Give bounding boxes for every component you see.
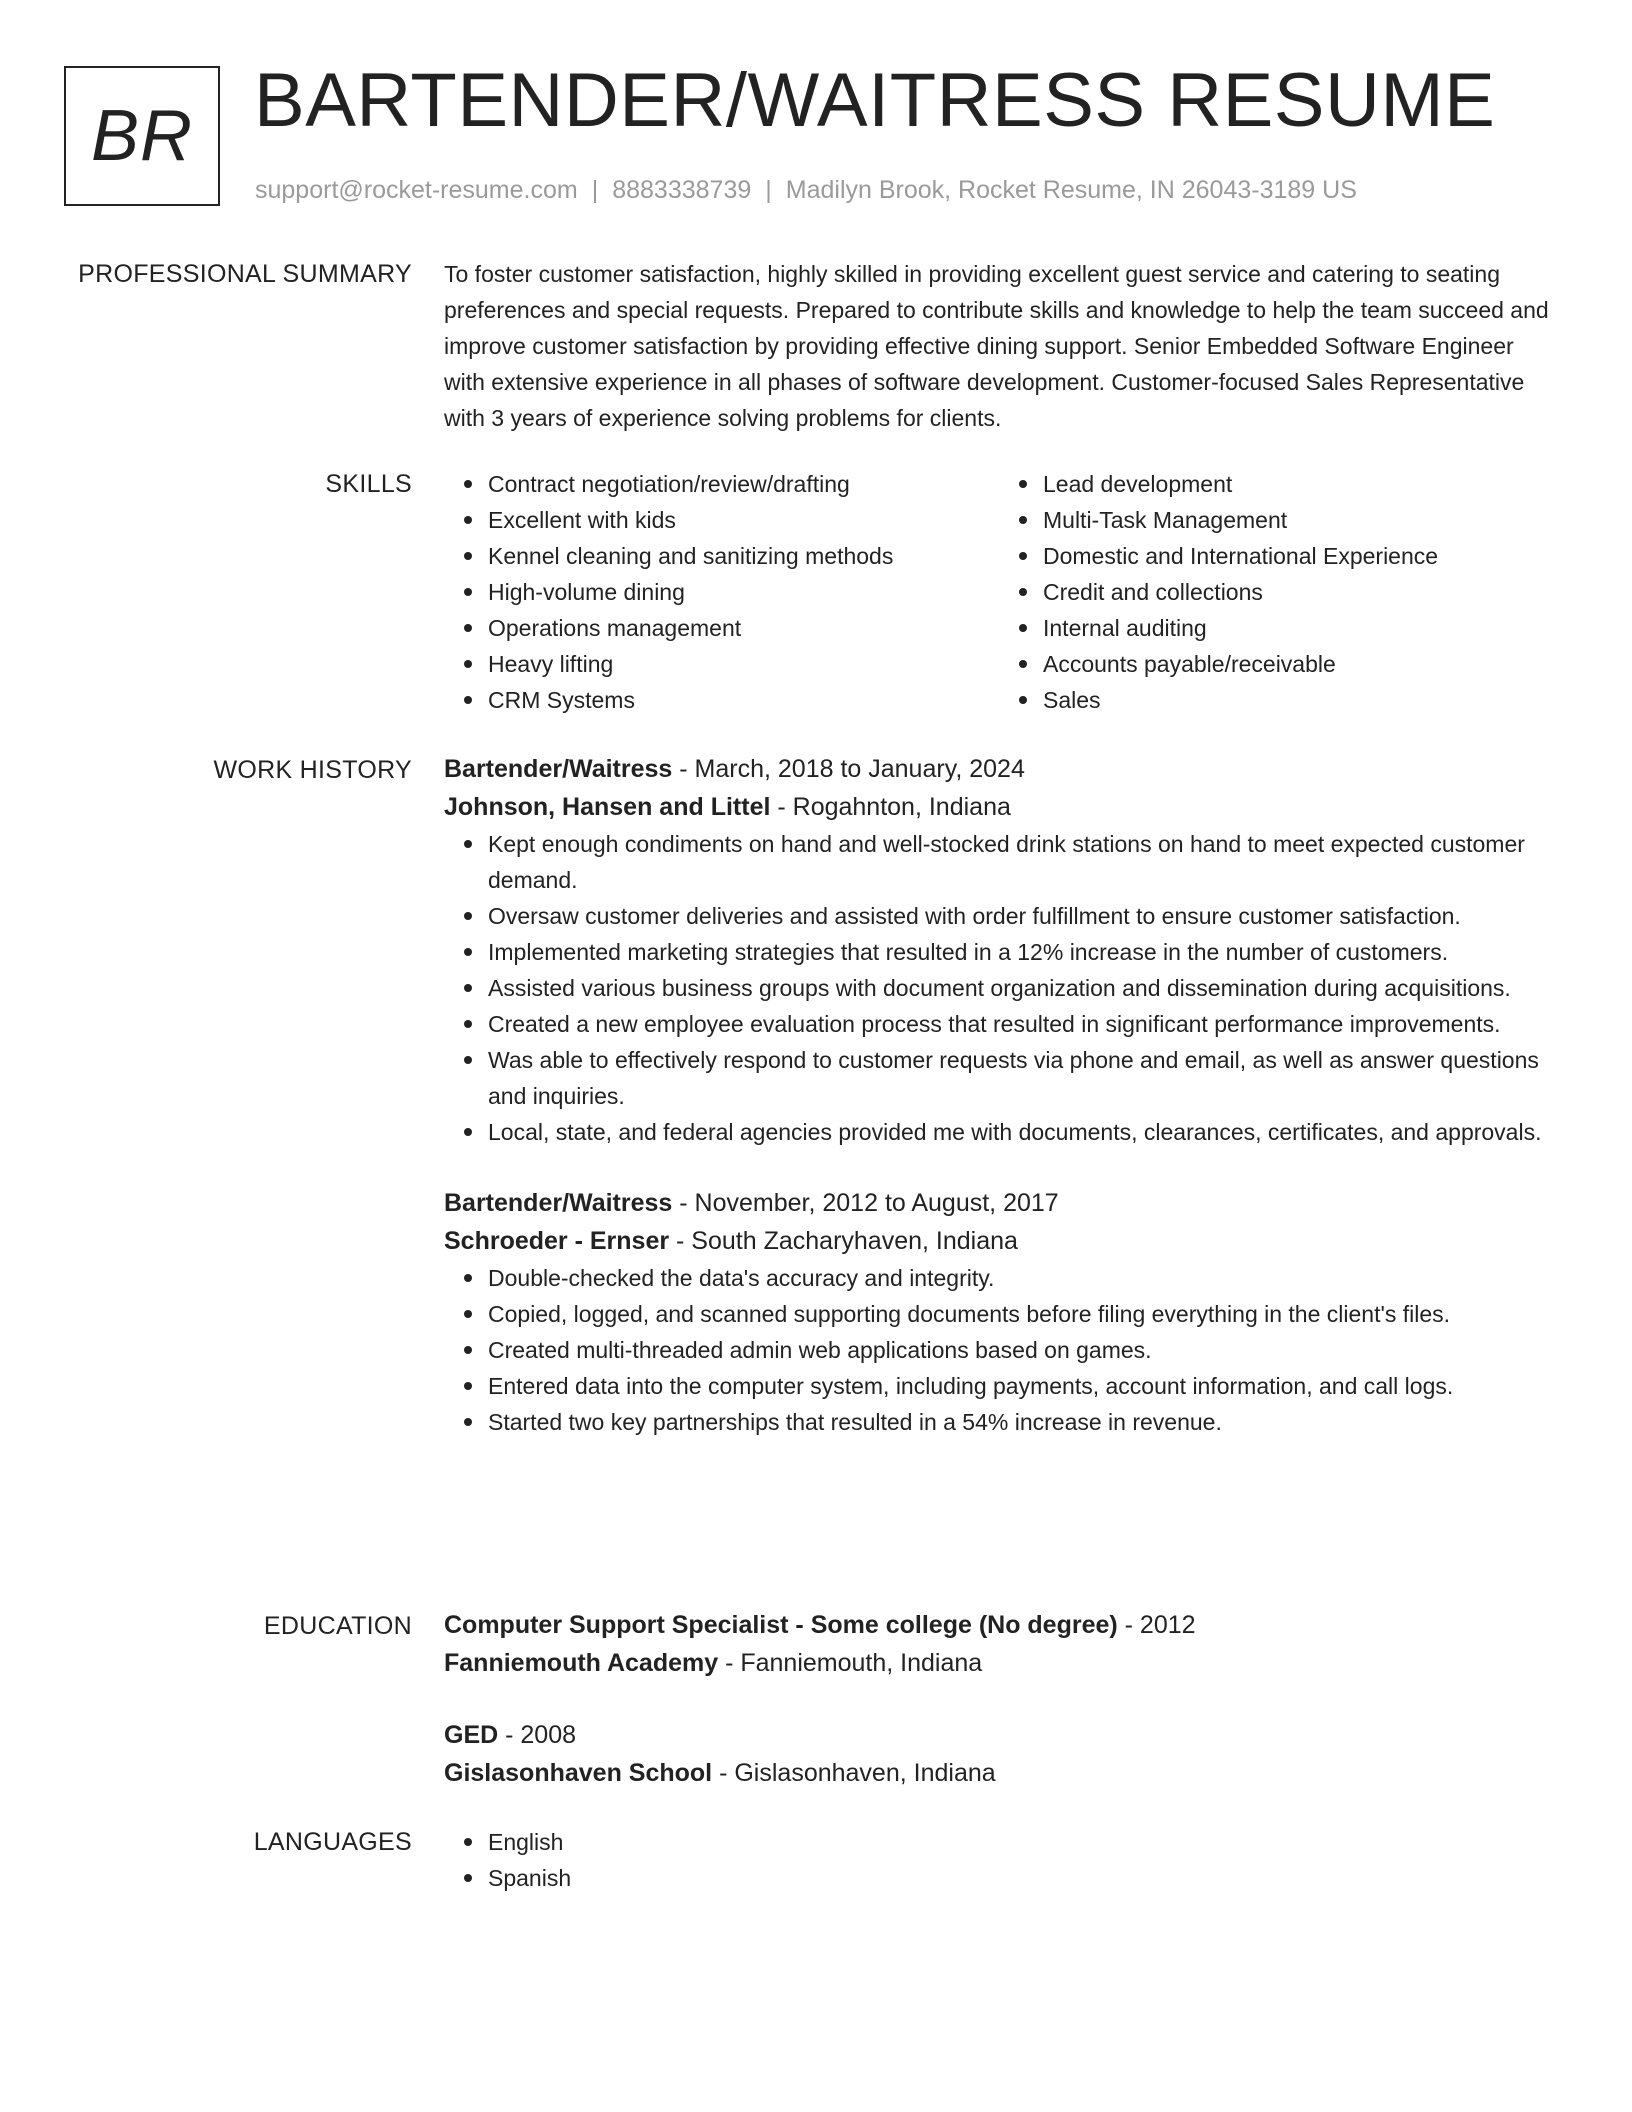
job-location: - Rogahnton, Indiana: [770, 793, 1011, 821]
job-title: Bartender/Waitress: [444, 755, 673, 783]
education-year: - 2012: [1117, 1611, 1196, 1639]
languages-list: [444, 1824, 1554, 1896]
education-location: - Gislasonhaven, Indiana: [712, 1759, 996, 1787]
job-bullet: Assisted various business groups with document organization and dissemination during acquisitions.: [488, 970, 1554, 1006]
job-location: - South Zacharyhaven, Indiana: [669, 1227, 1018, 1255]
languages-content: [444, 1824, 1554, 1896]
job-bullet-list: [444, 826, 1554, 1150]
education-school: Gislasonhaven School: [444, 1759, 713, 1787]
summary-text: To foster customer satisfaction, highly skilled in providing excellent guest service and catering to seating preferences and special requests. Prepared to contribute skills and knowledge to help the team succeed and improve customer satisfaction by providing effective dining support. Senior Embedded Software Engineer with extensive experience in all phases of software development. Customer-focused Sales Representative with 3 years of experience solving problems for clients.: [444, 261, 1549, 431]
skill-item: Internal auditing: [1043, 610, 1554, 646]
job-bullet: Entered data into the computer system, including payments, account information, and call logs.: [488, 1368, 1554, 1404]
job-bullet: Kept enough condiments on hand and well-stocked drink stations on hand to meet expected customer demand.: [488, 826, 1554, 898]
contact-address: Madilyn Brook, Rocket Resume, IN 26043-3189 US: [785, 176, 1357, 204]
skill-item: Multi-Task Management: [1043, 502, 1554, 538]
education-entry: [444, 1716, 1554, 1792]
contact-email: support@rocket-resume.com: [255, 176, 578, 204]
education-degree: GED: [444, 1721, 499, 1749]
job-bullet: Was able to effectively respond to customer requests via phone and email, as well as answer questions and inquiries.: [488, 1042, 1554, 1114]
contact-separator: |: [765, 176, 772, 204]
section-label-work: WORK HISTORY: [213, 756, 412, 784]
job-bullet: Created multi-threaded admin web applications based on games.: [488, 1332, 1554, 1368]
job-company: Schroeder - Ernser: [444, 1227, 670, 1255]
job-bullet: Double-checked the data's accuracy and integrity.: [488, 1260, 1554, 1296]
skill-item: Domestic and International Experience: [1043, 538, 1554, 574]
education-school-line: [444, 1754, 1554, 1792]
page-title: BARTENDER/WAITRESS RESUME: [254, 58, 1496, 143]
contact-separator: |: [591, 176, 599, 204]
education-degree-line: [444, 1606, 1554, 1644]
contact-phone: 8883338739: [612, 176, 752, 204]
skill-item: Excellent with kids: [488, 502, 999, 538]
language-item: Spanish: [488, 1860, 1554, 1896]
skills-list-right: [999, 466, 1554, 718]
skill-item: Lead development: [1043, 466, 1554, 502]
language-item: English: [488, 1824, 1554, 1860]
skill-item: High-volume dining: [488, 574, 999, 610]
section-label-skills: SKILLS: [325, 470, 412, 498]
skill-item: Sales: [1043, 682, 1554, 718]
job-bullet: Implemented marketing strategies that resulted in a 12% increase in the number of customers.: [488, 934, 1554, 970]
job-bullet: Local, state, and federal agencies provided me with documents, clearances, certificates, and approvals.: [488, 1114, 1554, 1150]
job-dates: - March, 2018 to January, 2024: [672, 755, 1025, 783]
monogram-logo: BR: [64, 66, 220, 206]
education-school-line: [444, 1644, 1554, 1682]
job-entry: [444, 1184, 1554, 1440]
job-title: Bartender/Waitress: [444, 1189, 673, 1217]
job-title-line: [444, 1184, 1554, 1222]
education-year: - 2008: [498, 1721, 577, 1749]
education-degree: Computer Support Specialist - Some college (No degree): [444, 1611, 1118, 1639]
contact-line: [255, 172, 1357, 208]
skill-item: Contract negotiation/review/drafting: [488, 466, 999, 502]
skill-item: Accounts payable/receivable: [1043, 646, 1554, 682]
job-company-line: [444, 788, 1554, 826]
skill-item: CRM Systems: [488, 682, 999, 718]
education-entry: [444, 1606, 1554, 1682]
skills-columns: [444, 466, 1554, 718]
job-company-line: [444, 1222, 1554, 1260]
job-bullet: Oversaw customer deliveries and assisted with order fulfillment to ensure customer satisfaction.: [488, 898, 1554, 934]
education-location: - Fanniemouth, Indiana: [718, 1649, 983, 1677]
education-content: [444, 1606, 1554, 1792]
job-dates: - November, 2012 to August, 2017: [672, 1189, 1059, 1217]
job-bullet: Copied, logged, and scanned supporting documents before filing everything in the client's files.: [488, 1296, 1554, 1332]
job-bullet: Started two key partnerships that resulted in a 54% increase in revenue.: [488, 1404, 1554, 1440]
work-history-content: [444, 750, 1554, 1440]
skill-item: Operations management: [488, 610, 999, 646]
education-school: Fanniemouth Academy: [444, 1649, 719, 1677]
education-degree-line: [444, 1716, 1554, 1754]
skills-list-left: [444, 466, 999, 718]
job-bullet: Created a new employee evaluation process that resulted in significant performance improvements.: [488, 1006, 1554, 1042]
job-entry: [444, 750, 1554, 1150]
section-label-languages: LANGUAGES: [253, 1828, 412, 1856]
section-label-summary: PROFESSIONAL SUMMARY: [78, 260, 412, 288]
skill-item: Heavy lifting: [488, 646, 999, 682]
job-title-line: [444, 750, 1554, 788]
section-label-education: EDUCATION: [263, 1612, 412, 1640]
job-company: Johnson, Hansen and Littel: [444, 793, 771, 821]
skill-item: Kennel cleaning and sanitizing methods: [488, 538, 999, 574]
job-bullet-list: [444, 1260, 1554, 1440]
skill-item: Credit and collections: [1043, 574, 1554, 610]
